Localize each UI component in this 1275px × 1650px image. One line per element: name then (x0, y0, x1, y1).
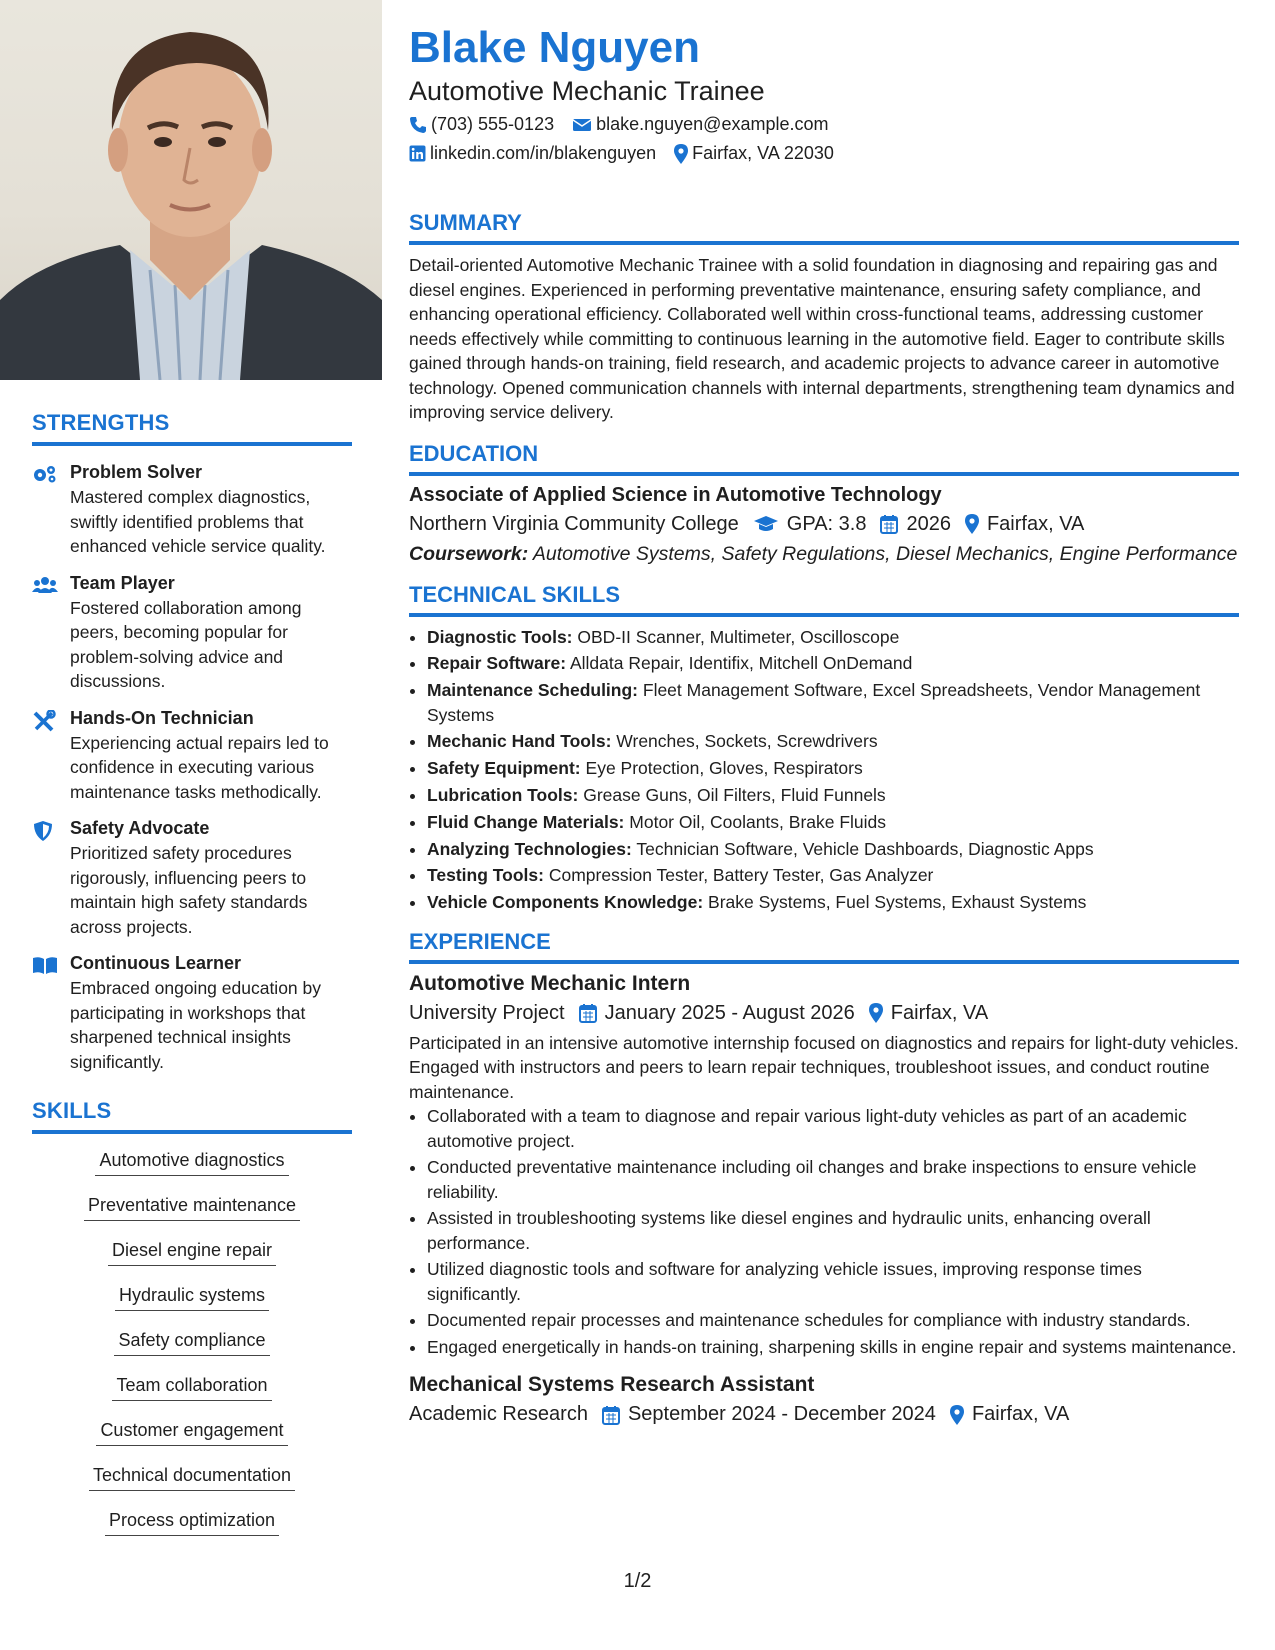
skill-label: Diagnostic Tools: (427, 626, 573, 647)
map-pin-icon (950, 1405, 964, 1425)
skill-tag: Technical documentation (89, 1465, 295, 1491)
job-location: Fairfax, VA (971, 1403, 1070, 1426)
degree-title: Associate of Applied Science in Automotive Technology (409, 483, 942, 506)
strength-title: Team Player (70, 572, 175, 593)
strength-title: Hands-On Technician (70, 707, 254, 728)
main-content (409, 22, 1239, 1432)
strength-title: Safety Advocate (70, 818, 210, 838)
skill-tag: Hydraulic systems (115, 1285, 269, 1311)
job-dates-item (579, 1002, 855, 1025)
strength-desc: Experiencing actual repairs led to confidence in executing various maintenance tasks methodically. (70, 732, 329, 802)
location-contact (674, 143, 834, 164)
skill-tag: Preventative maintenance (84, 1195, 300, 1221)
skill-value: Alldata Repair, Identifix, Mitchell OnDemand (569, 653, 913, 674)
list-item (427, 863, 1239, 888)
list-item (427, 783, 1239, 808)
list-item (427, 890, 1239, 915)
list-item: • Assisted in troubleshooting systems like diesel engines and hydraulic units, enhancing overall performance. (427, 1206, 1239, 1255)
linkedin-url: linkedin.com/in/blakenguyen (430, 143, 657, 163)
phone-number: (703) 555-0123 (431, 114, 555, 134)
skill-label: Maintenance Scheduling: (427, 680, 638, 701)
contact-row-2 (409, 143, 1239, 164)
strength-item (32, 818, 352, 939)
list-item (427, 678, 1239, 727)
shield-icon (32, 818, 70, 939)
users-icon (32, 573, 70, 694)
strength-item (32, 573, 352, 694)
skill-value: Motor Oil, Coolants, Brake Fluids (629, 811, 887, 832)
gears-icon (32, 462, 70, 559)
technical-skills-heading: TECHNICAL SKILLS (409, 582, 1239, 617)
envelope-icon (572, 117, 592, 133)
summary-text: Detail-oriented Automotive Mechanic Trainee with a solid foundation in diagnosing and repairing gas and diesel engines. Experienced in performing preventative maintenance, ensuring safety compliance, and enhancing operational efficiency. Collaborated well within cross-functional teams, addressing customer needs effectively while committing to continuous learning in the automotive field. Eager to contribute skills gained through hands-on training, field research, and academic projects to advance career in automotive technology. Opened communication channels with internal departments, strengthening team dynamics and improving service delivery. (409, 255, 1235, 422)
calendar-icon (602, 1405, 620, 1425)
portrait-illustration (0, 0, 382, 380)
job-location-item (950, 1403, 1069, 1426)
profile-photo (0, 0, 382, 380)
linkedin-contact[interactable] (409, 143, 656, 164)
page-number: 1/2 (623, 1570, 652, 1592)
strength-title: Problem Solver (70, 462, 203, 482)
strength-item (32, 708, 352, 805)
calendar-icon (880, 514, 898, 534)
list-item: • Collaborated with a team to diagnose and repair various light-duty vehicles as part of an academic automotive project. (427, 1104, 1239, 1153)
skill-label: Testing Tools: (427, 865, 544, 886)
coursework-text: Automotive Systems, Safety Regulations, Diesel Mechanics, Engine Performance (532, 542, 1238, 565)
education-meta (409, 513, 1239, 536)
calendar-icon (579, 1003, 597, 1023)
contact-row (409, 114, 1239, 135)
job-title-2: Mechanical Systems Research Assistant (409, 1373, 815, 1397)
skill-label: Fluid Change Materials: (427, 811, 625, 832)
job-bullets (409, 1104, 1239, 1359)
skill-value: Grease Guns, Oil Filters, Fluid Funnels (583, 784, 886, 805)
list-item (427, 729, 1239, 754)
skill-value: OBD-II Scanner, Multimeter, Oscilloscope (577, 626, 900, 647)
strength-desc: Prioritized safety procedures rigorously, influencing peers to maintain high safety standards across projects. (70, 843, 308, 937)
strength-item (32, 953, 352, 1074)
tools-icon (32, 708, 70, 805)
year-item (880, 513, 951, 536)
list-item (427, 651, 1239, 676)
job-location-item (869, 1002, 988, 1025)
skills-list (32, 1150, 352, 1555)
skill-value: Wrenches, Sockets, Screwdrivers (616, 731, 878, 752)
job-title-1: Automotive Mechanic Intern (409, 971, 691, 995)
skill-value: Technician Software, Vehicle Dashboards, Diagnostic Apps (636, 838, 1094, 859)
skill-value: Brake Systems, Fuel Systems, Exhaust Systems (708, 892, 1087, 913)
list-item: • Utilized diagnostic tools and software for analyzing vehicle issues, improving response times significantly. (427, 1257, 1239, 1306)
job-location: Fairfax, VA (890, 1001, 989, 1024)
email-address: blake.nguyen@example.com (596, 114, 829, 134)
school-name: Northern Virginia Community College (409, 512, 739, 535)
strength-desc: Embraced ongoing education by participating in workshops that sharpened technical insights significantly. (70, 978, 322, 1072)
skill-value: Compression Tester, Battery Tester, Gas Analyzer (548, 865, 934, 886)
list-item (427, 756, 1239, 781)
coursework-label: Coursework: (409, 542, 529, 565)
map-pin-icon (869, 1003, 883, 1023)
experience-heading: EXPERIENCE (409, 929, 1239, 964)
map-pin-icon (965, 514, 979, 534)
skill-value: Fleet Management Software, Excel Spreadsheets, Vendor Management Systems (427, 680, 1201, 725)
strength-title: Continuous Learner (70, 953, 242, 973)
location-text: Fairfax, VA 22030 (692, 143, 834, 163)
skill-tag: Automotive diagnostics (95, 1150, 288, 1176)
skill-label: Safety Equipment: (427, 758, 581, 779)
book-icon (32, 953, 70, 1074)
technical-skills-list (409, 625, 1239, 915)
skill-tag: Customer engagement (96, 1420, 287, 1446)
strength-desc: Fostered collaboration among peers, becoming popular for problem-solving advice and discussions. (70, 597, 302, 691)
skill-value: Eye Protection, Gloves, Respirators (585, 758, 863, 779)
skill-label: Lubrication Tools: (427, 784, 579, 805)
list-item: • Engaged energetically in hands-on training, sharpening skills in engine repair and systems maintenance. (427, 1335, 1239, 1360)
list-item: • Documented repair processes and maintenance schedules for compliance with industry standards. (427, 1308, 1239, 1333)
linkedin-icon (409, 145, 426, 162)
graduation-year: 2026 (906, 512, 951, 535)
job-dates-item (602, 1403, 936, 1426)
list-item (427, 625, 1239, 650)
list-item: • Conducted preventative maintenance including oil changes and brake inspections to ensure vehicle reliability. (427, 1155, 1239, 1204)
summary-heading: SUMMARY (409, 210, 1239, 245)
job-meta-2 (409, 1403, 1239, 1426)
gpa-item (753, 513, 867, 536)
edu-location-item (965, 513, 1084, 536)
list-item (427, 810, 1239, 835)
strengths-heading: STRENGTHS (32, 410, 352, 446)
job-summary: Participated in an intensive automotive internship focused on diagnostics and repairs for light-duty vehicles. Engaged with instructors and peers to learn repair techniques, troubleshoot issues, and conduct routine maintenance. (409, 1032, 1239, 1102)
coursework (409, 542, 1239, 566)
skill-tag: Diesel engine repair (108, 1240, 276, 1266)
candidate-name: Blake Nguyen (409, 23, 700, 72)
strengths-list (32, 462, 352, 1074)
map-pin-icon (674, 144, 688, 164)
job-dates: January 2025 - August 2026 (604, 1001, 855, 1024)
skill-label: Vehicle Components Knowledge: (427, 892, 704, 913)
skill-label: Mechanic Hand Tools: (427, 731, 612, 752)
education-location: Fairfax, VA (986, 512, 1085, 535)
strength-desc: Mastered complex diagnostics, swiftly identified problems that enhanced vehicle service quality. (70, 487, 326, 556)
sidebar (32, 410, 352, 1555)
skill-tag: Safety compliance (114, 1330, 269, 1356)
list-item (427, 837, 1239, 862)
gpa-text: GPA: 3.8 (786, 512, 867, 535)
email-contact[interactable] (572, 114, 828, 135)
graduation-cap-icon (753, 515, 779, 533)
skill-label: Repair Software: (427, 653, 567, 674)
skills-heading: SKILLS (32, 1098, 352, 1134)
skill-tag: Team collaboration (112, 1375, 271, 1401)
phone-contact[interactable] (409, 114, 554, 135)
strength-item (32, 462, 352, 559)
job-title: Automotive Mechanic Trainee (409, 76, 765, 106)
phone-icon (409, 116, 427, 134)
job-dates: September 2024 - December 2024 (627, 1403, 936, 1426)
job-meta-1 (409, 1002, 1239, 1025)
education-heading: EDUCATION (409, 441, 1239, 476)
job-org: University Project (409, 1001, 565, 1024)
skill-tag: Process optimization (105, 1510, 279, 1536)
skill-label: Analyzing Technologies: (427, 838, 632, 859)
job-org: Academic Research (409, 1403, 588, 1426)
